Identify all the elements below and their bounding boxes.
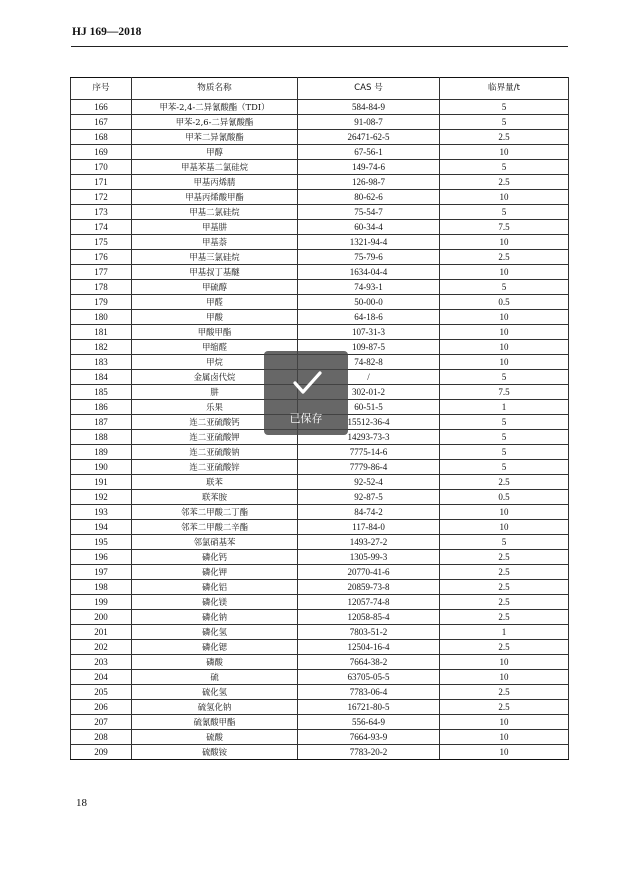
cas-number-cell: 7803-51-2 [298, 625, 440, 640]
serial-cell: 171 [71, 175, 132, 190]
threshold-cell: 10 [440, 325, 569, 340]
substance-name-cell: 甲苯-2,4-二异氰酸酯（TDI） [132, 100, 298, 115]
threshold-cell: 10 [440, 310, 569, 325]
substance-name-cell: 邻苯二甲酸二丁酯 [132, 505, 298, 520]
substance-name-cell: 联苯胺 [132, 490, 298, 505]
cas-number-cell: 15512-36-4 [298, 415, 440, 430]
cas-number-cell: 60-34-4 [298, 220, 440, 235]
table-row [71, 505, 569, 520]
table-row [71, 460, 569, 475]
serial-cell: 186 [71, 400, 132, 415]
cas-number-cell: 16721-80-5 [298, 700, 440, 715]
threshold-cell: 2.5 [440, 700, 569, 715]
table-row [71, 625, 569, 640]
serial-cell: 173 [71, 205, 132, 220]
table-row [71, 265, 569, 280]
substance-name-cell: 甲硫醇 [132, 280, 298, 295]
table-row [71, 160, 569, 175]
substance-name-cell: 金属卤代烷 [132, 370, 298, 385]
threshold-cell: 2.5 [440, 550, 569, 565]
cas-number-cell: 7664-93-9 [298, 730, 440, 745]
cas-number-cell: 7775-14-6 [298, 445, 440, 460]
header-divider [71, 46, 568, 47]
column-header-cas-number: CAS 号 [298, 78, 440, 100]
cas-number-cell: 91-08-7 [298, 115, 440, 130]
cas-number-cell: 12504-16-4 [298, 640, 440, 655]
substance-name-cell: 磷化铝 [132, 580, 298, 595]
serial-cell: 208 [71, 730, 132, 745]
threshold-cell: 5 [440, 415, 569, 430]
table-row [71, 115, 569, 130]
threshold-cell: 2.5 [440, 595, 569, 610]
threshold-cell: 5 [440, 460, 569, 475]
threshold-cell: 2.5 [440, 580, 569, 595]
threshold-cell: 2.5 [440, 475, 569, 490]
serial-cell: 184 [71, 370, 132, 385]
substance-name-cell: 磷化锶 [132, 640, 298, 655]
table-row [71, 685, 569, 700]
substance-name-cell: 甲醛 [132, 295, 298, 310]
substance-name-cell: 磷化氢 [132, 625, 298, 640]
threshold-cell: 2.5 [440, 685, 569, 700]
column-header-substance-name: 物质名称 [132, 78, 298, 100]
serial-cell: 196 [71, 550, 132, 565]
table-row [71, 730, 569, 745]
cas-number-cell: 12058-85-4 [298, 610, 440, 625]
threshold-cell: 5 [440, 535, 569, 550]
serial-cell: 195 [71, 535, 132, 550]
threshold-cell: 10 [440, 655, 569, 670]
serial-cell: 205 [71, 685, 132, 700]
cas-number-cell: 80-62-6 [298, 190, 440, 205]
substance-name-cell: 硫酸铵 [132, 745, 298, 760]
serial-cell: 201 [71, 625, 132, 640]
threshold-cell: 0.5 [440, 295, 569, 310]
table-row [71, 670, 569, 685]
serial-cell: 172 [71, 190, 132, 205]
threshold-cell: 10 [440, 145, 569, 160]
threshold-cell: 5 [440, 445, 569, 460]
substance-name-cell: 肼 [132, 385, 298, 400]
substance-name-cell: 磷化镁 [132, 595, 298, 610]
table-row [71, 715, 569, 730]
table-row [71, 220, 569, 235]
cas-number-cell: 20859-73-8 [298, 580, 440, 595]
table-header-row [71, 78, 569, 100]
serial-cell: 174 [71, 220, 132, 235]
table-row [71, 205, 569, 220]
cas-number-cell: 74-82-8 [298, 355, 440, 370]
cas-number-cell: 74-93-1 [298, 280, 440, 295]
substance-name-cell: 磷化钠 [132, 610, 298, 625]
threshold-cell: 10 [440, 730, 569, 745]
cas-number-cell: / [298, 370, 440, 385]
substance-name-cell: 邻氯硝基苯 [132, 535, 298, 550]
serial-cell: 178 [71, 280, 132, 295]
cas-number-cell: 1634-04-4 [298, 265, 440, 280]
serial-cell: 179 [71, 295, 132, 310]
serial-cell: 177 [71, 265, 132, 280]
substance-name-cell: 硫氢化钠 [132, 700, 298, 715]
substance-name-cell: 甲醇 [132, 145, 298, 160]
serial-cell: 203 [71, 655, 132, 670]
threshold-cell: 5 [440, 160, 569, 175]
toast-label: 已保存 [289, 412, 323, 425]
serial-cell: 176 [71, 250, 132, 265]
serial-cell: 207 [71, 715, 132, 730]
substance-name-cell: 邻苯二甲酸二辛酯 [132, 520, 298, 535]
threshold-cell: 7.5 [440, 220, 569, 235]
substance-name-cell: 乐果 [132, 400, 298, 415]
substance-name-cell: 甲烷 [132, 355, 298, 370]
table-row [71, 595, 569, 610]
substance-name-cell: 甲苯-2,6-二异氰酸酯 [132, 115, 298, 130]
cas-number-cell: 126-98-7 [298, 175, 440, 190]
threshold-cell: 5 [440, 115, 569, 130]
serial-cell: 194 [71, 520, 132, 535]
table-row [71, 475, 569, 490]
threshold-cell: 2.5 [440, 130, 569, 145]
serial-cell: 181 [71, 325, 132, 340]
threshold-cell: 5 [440, 430, 569, 445]
substance-name-cell: 甲酸 [132, 310, 298, 325]
serial-cell: 185 [71, 385, 132, 400]
cas-number-cell: 556-64-9 [298, 715, 440, 730]
threshold-cell: 2.5 [440, 175, 569, 190]
table-row [71, 535, 569, 550]
cas-number-cell: 75-79-6 [298, 250, 440, 265]
substance-name-cell: 甲基叔丁基醚 [132, 265, 298, 280]
table-row [71, 325, 569, 340]
serial-cell: 198 [71, 580, 132, 595]
cas-number-cell: 75-54-7 [298, 205, 440, 220]
serial-cell: 180 [71, 310, 132, 325]
table-row [71, 280, 569, 295]
cas-number-cell: 109-87-5 [298, 340, 440, 355]
serial-cell: 188 [71, 430, 132, 445]
serial-cell: 190 [71, 460, 132, 475]
table-row [71, 700, 569, 715]
threshold-cell: 10 [440, 340, 569, 355]
serial-cell: 166 [71, 100, 132, 115]
cas-number-cell: 64-18-6 [298, 310, 440, 325]
serial-cell: 200 [71, 610, 132, 625]
saved-toast [264, 351, 348, 435]
substance-name-cell: 磷化钙 [132, 550, 298, 565]
checkmark-icon [289, 365, 325, 401]
cas-number-cell: 14293-73-3 [298, 430, 440, 445]
table-row [71, 100, 569, 115]
serial-cell: 204 [71, 670, 132, 685]
cas-number-cell: 1493-27-2 [298, 535, 440, 550]
substance-name-cell: 甲基苯基二氯硅烷 [132, 160, 298, 175]
cas-number-cell: 107-31-3 [298, 325, 440, 340]
table-row [71, 610, 569, 625]
table-row [71, 580, 569, 595]
cas-number-cell: 7783-06-4 [298, 685, 440, 700]
substance-name-cell: 甲基丙烯腈 [132, 175, 298, 190]
serial-cell: 192 [71, 490, 132, 505]
cas-number-cell: 117-84-0 [298, 520, 440, 535]
table-row [71, 235, 569, 250]
cas-number-cell: 7783-20-2 [298, 745, 440, 760]
cas-number-cell: 302-01-2 [298, 385, 440, 400]
threshold-cell: 10 [440, 235, 569, 250]
table-row [71, 655, 569, 670]
cas-number-cell: 7664-38-2 [298, 655, 440, 670]
table-row [71, 130, 569, 145]
table-row [71, 175, 569, 190]
threshold-cell: 10 [440, 520, 569, 535]
threshold-cell: 5 [440, 280, 569, 295]
cas-number-cell: 67-56-1 [298, 145, 440, 160]
cas-number-cell: 84-74-2 [298, 505, 440, 520]
substance-name-cell: 连二亚硫酸钙 [132, 415, 298, 430]
serial-cell: 168 [71, 130, 132, 145]
cas-number-cell: 12057-74-8 [298, 595, 440, 610]
serial-cell: 183 [71, 355, 132, 370]
table-row [71, 745, 569, 760]
substance-name-cell: 硫化氢 [132, 685, 298, 700]
threshold-cell: 5 [440, 205, 569, 220]
serial-cell: 209 [71, 745, 132, 760]
cas-number-cell: 50-00-0 [298, 295, 440, 310]
cas-number-cell: 584-84-9 [298, 100, 440, 115]
table-row [71, 295, 569, 310]
threshold-cell: 10 [440, 745, 569, 760]
substance-name-cell: 联苯 [132, 475, 298, 490]
threshold-cell: 1 [440, 625, 569, 640]
serial-cell: 169 [71, 145, 132, 160]
cas-number-cell: 149-74-6 [298, 160, 440, 175]
substance-name-cell: 甲苯二异氰酸酯 [132, 130, 298, 145]
serial-cell: 182 [71, 340, 132, 355]
substance-name-cell: 磷化钾 [132, 565, 298, 580]
substance-name-cell: 硫酸 [132, 730, 298, 745]
substance-name-cell: 硫 [132, 670, 298, 685]
threshold-cell: 10 [440, 505, 569, 520]
threshold-cell: 1 [440, 400, 569, 415]
threshold-cell: 2.5 [440, 565, 569, 580]
serial-cell: 197 [71, 565, 132, 580]
column-header-serial: 序号 [71, 78, 132, 100]
threshold-cell: 7.5 [440, 385, 569, 400]
table-row [71, 550, 569, 565]
cas-number-cell: 1305-99-3 [298, 550, 440, 565]
table-row [71, 490, 569, 505]
column-header-threshold: 临界量/t [440, 78, 569, 100]
substance-name-cell: 甲基二氯硅烷 [132, 205, 298, 220]
cas-number-cell: 92-87-5 [298, 490, 440, 505]
cas-number-cell: 92-52-4 [298, 475, 440, 490]
cas-number-cell: 60-51-5 [298, 400, 440, 415]
serial-cell: 193 [71, 505, 132, 520]
threshold-cell: 10 [440, 670, 569, 685]
table-row [71, 190, 569, 205]
serial-cell: 167 [71, 115, 132, 130]
serial-cell: 206 [71, 700, 132, 715]
substance-name-cell: 甲基丙烯酸甲酯 [132, 190, 298, 205]
substance-name-cell: 连二亚硫酸锌 [132, 460, 298, 475]
table-row [71, 250, 569, 265]
threshold-cell: 5 [440, 100, 569, 115]
cas-number-cell: 26471-62-5 [298, 130, 440, 145]
serial-cell: 199 [71, 595, 132, 610]
threshold-cell: 2.5 [440, 250, 569, 265]
page-number: 18 [76, 797, 87, 809]
substance-name-cell: 连二亚硫酸钾 [132, 430, 298, 445]
cas-number-cell: 1321-94-4 [298, 235, 440, 250]
threshold-cell: 10 [440, 190, 569, 205]
threshold-cell: 0.5 [440, 490, 569, 505]
serial-cell: 202 [71, 640, 132, 655]
substance-name-cell: 甲基萘 [132, 235, 298, 250]
threshold-cell: 5 [440, 370, 569, 385]
threshold-cell: 10 [440, 355, 569, 370]
threshold-cell: 2.5 [440, 640, 569, 655]
standard-code: HJ 169—2018 [72, 26, 142, 38]
threshold-cell: 2.5 [440, 610, 569, 625]
serial-cell: 170 [71, 160, 132, 175]
substance-name-cell: 甲缩醛 [132, 340, 298, 355]
serial-cell: 189 [71, 445, 132, 460]
substance-name-cell: 甲基三氯硅烷 [132, 250, 298, 265]
serial-cell: 191 [71, 475, 132, 490]
table-row [71, 310, 569, 325]
substance-name-cell: 甲基肼 [132, 220, 298, 235]
threshold-cell: 10 [440, 265, 569, 280]
table-row [71, 640, 569, 655]
serial-cell: 187 [71, 415, 132, 430]
table-row [71, 520, 569, 535]
table-row [71, 145, 569, 160]
cas-number-cell: 63705-05-5 [298, 670, 440, 685]
table-row [71, 565, 569, 580]
table-row [71, 445, 569, 460]
substance-name-cell: 甲酸甲酯 [132, 325, 298, 340]
cas-number-cell: 7779-86-4 [298, 460, 440, 475]
cas-number-cell: 20770-41-6 [298, 565, 440, 580]
substance-name-cell: 硫氰酸甲酯 [132, 715, 298, 730]
substance-name-cell: 连二亚硫酸钠 [132, 445, 298, 460]
threshold-cell: 10 [440, 715, 569, 730]
substance-name-cell: 磷酸 [132, 655, 298, 670]
serial-cell: 175 [71, 235, 132, 250]
